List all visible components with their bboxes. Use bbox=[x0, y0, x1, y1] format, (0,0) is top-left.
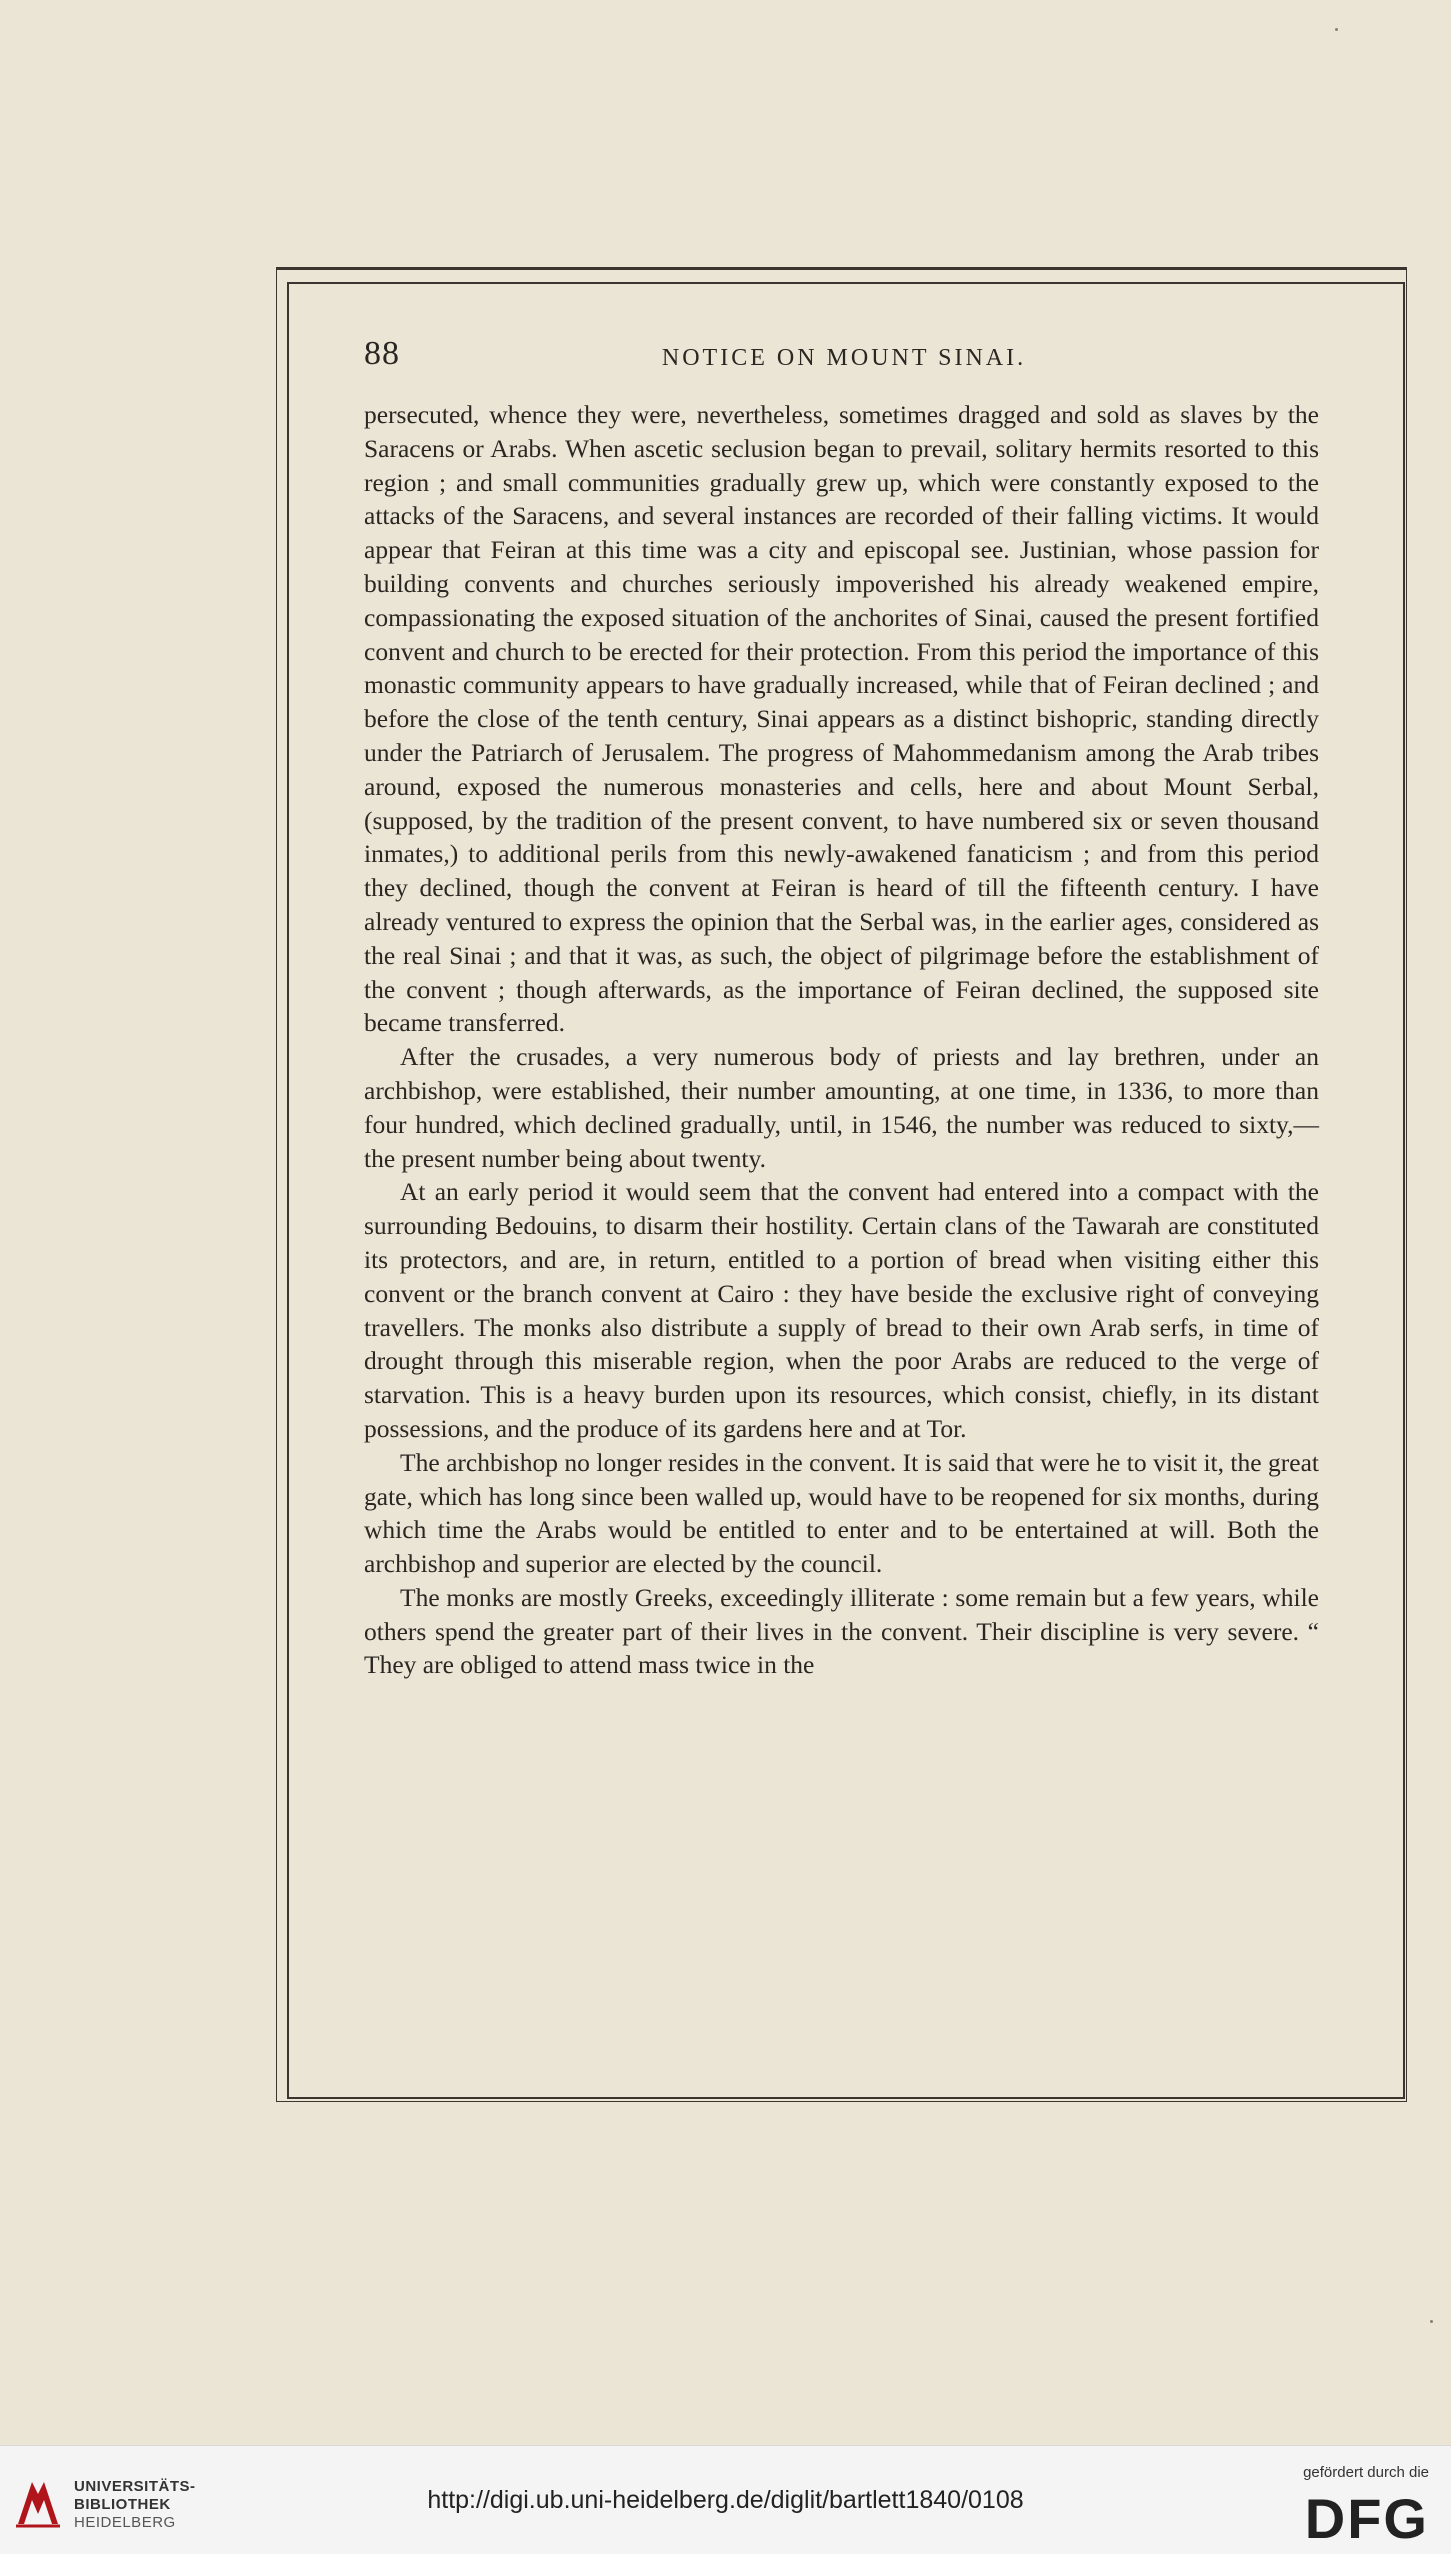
frame-inner-left-rule bbox=[287, 282, 289, 2097]
page-header bbox=[364, 335, 1324, 385]
paragraph: persecuted, whence they were, nevertheless, sometimes dragged and sold as slaves by the Saracens or Arabs. When ascetic seclusion began to prevail, solitary hermits resorted to this region ; and small communities gradually grew up, which were constantly exposed to the attacks of the Saracens, and several instances are recorded of their falling victims. It would appear that Feiran at this time was a city and episcopal see. Justinian, whose passion for building convents and churches seriously impoverished his already weakened empire, compassionating the exposed situation of the anchorites of Sinai, caused the present fortified convent and church to be erected for their protection. From this period the importance of this monastic community appears to have gradually increased, while that of Feiran declined ; and before the close of the tenth century, Sinai appears as a distinct bishopric, standing directly under the Patriarch of Jerusalem. The progress of Mahommedanism among the Arab tribes around, exposed the numerous monasteries and cells, here and about Mount Serbal, (supposed, by the tradition of the present convent, to have numbered six or seven thousand inmates,) to additional perils from this newly-awakened fanaticism ; and from this period they declined, though the convent at Feiran is heard of till the fifteenth century. I have already ventured to express the opinion that the Serbal was, in the earlier ages, considered as the real Sinai ; and that it was, as such, the object of pilgrimage before the establishment of the convent ; though afterwards, as the importance of Feiran declined, the supposed site became transferred. bbox=[364, 400, 1319, 1038]
institution-line: HEIDELBERG bbox=[74, 2514, 176, 2531]
viewer-footer bbox=[0, 2445, 1451, 2554]
institution-line: UNIVERSITÄTS- bbox=[74, 2478, 196, 2495]
paper-speck bbox=[1430, 2320, 1433, 2323]
funding-note: gefördert durch die bbox=[1303, 2464, 1429, 2481]
institution-line: BIBLIOTHEK bbox=[74, 2496, 171, 2513]
paragraph: At an early period it would seem that the convent had entered into a compact with the surrounding Bedouins, to disarm their hostility. Certain clans of the Tawarah are constituted its protectors, and are, in return, entitled to a portion of bread when visiting either this convent or the branch convent at Cairo : they have beside the exclusive right of conveying travellers. The monks also distribute a supply of bread to their own Arab serfs, in time of drought through this miserable region, when the poor Arabs are reduced to the verge of starvation. This is a heavy burden upon its resources, which consist, chiefly, in its distant possessions, and the produce of its gardens here and at Tor. bbox=[364, 1177, 1319, 1443]
page-number: 88 bbox=[364, 335, 400, 372]
frame-inner-top-rule bbox=[287, 282, 1403, 284]
paragraph: The archbishop no longer resides in the convent. It is said that were he to visit it, the great gate, which has long since been walled up, would have to be reopened for six months, during which time the Arabs would be entitled to enter and to be entertained at will. Both the archbishop and superior are elected by the council. bbox=[364, 1447, 1319, 1579]
paragraph: After the crusades, a very numerous body of priests and lay brethren, under an archbishop, were established, their number amounting, at one time, in 1336, to more than four hundred, which declined gradually, until, in 1546, the number was reduced to sixty,—the present number being about twenty. bbox=[364, 1042, 1319, 1173]
permalink-url[interactable]: http://digi.ub.uni-heidelberg.de/diglit/bartlett1840/0108 bbox=[427, 2486, 1024, 2514]
running-title: NOTICE ON MOUNT SINAI. bbox=[661, 345, 1027, 371]
frame-inner-right-rule bbox=[1403, 282, 1405, 2097]
dfg-logo-icon[interactable]: DFG bbox=[1304, 2487, 1429, 2550]
frame-inner-bottom-rule bbox=[287, 2097, 1405, 2099]
paper-speck bbox=[1335, 28, 1338, 31]
paragraph: The monks are mostly Greeks, exceedingly illiterate : some remain but a few years, while others spend the greater part of their lives in the convent. Their discipline is very severe. “ They are obliged to attend mass twice in the bbox=[364, 1582, 1319, 1680]
body-text bbox=[364, 398, 1319, 1682]
